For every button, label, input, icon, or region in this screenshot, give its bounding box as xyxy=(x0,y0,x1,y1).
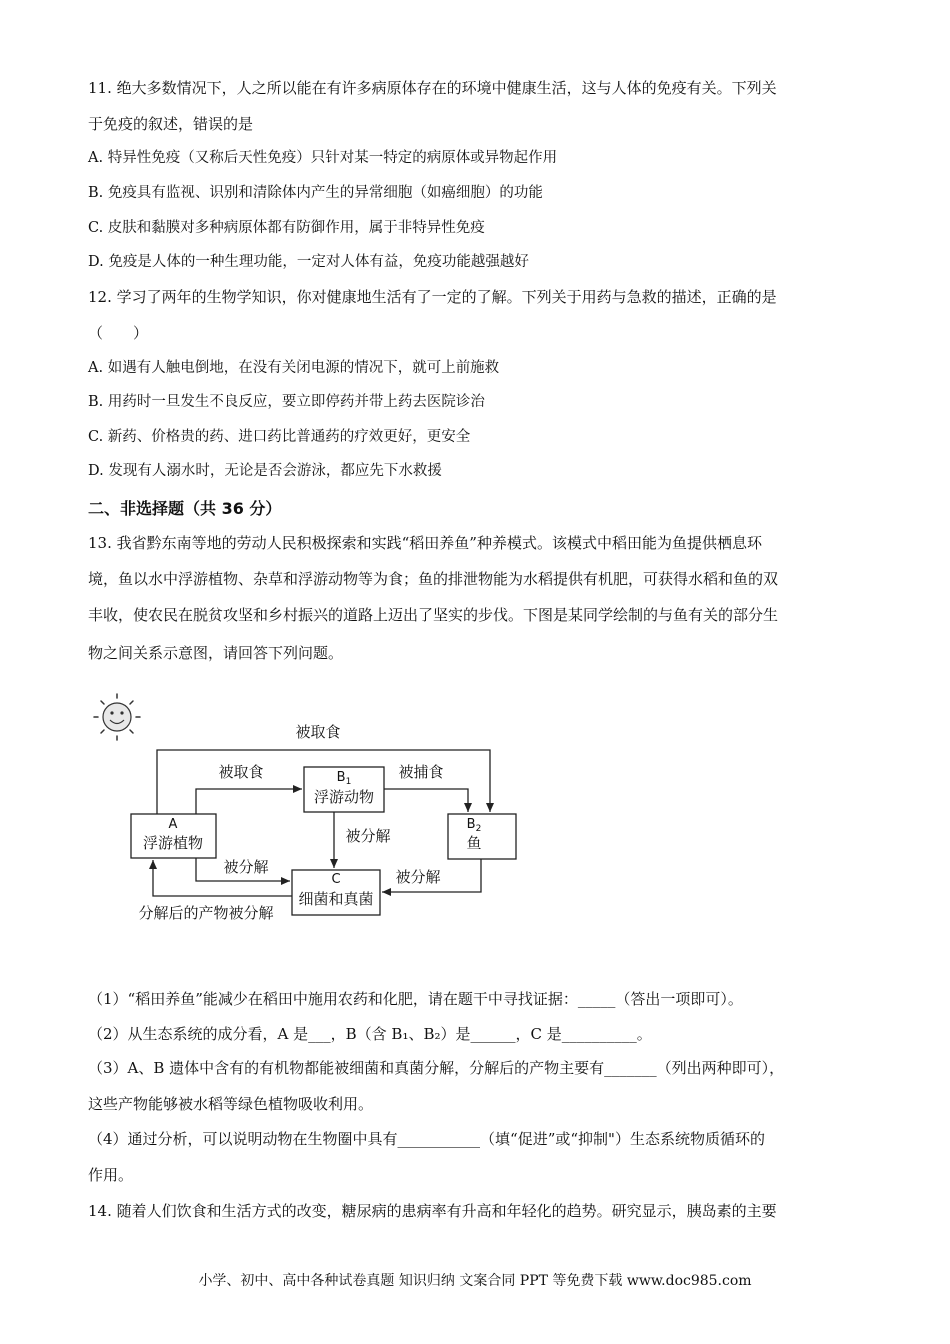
box-b1-letter: $B_1$ xyxy=(336,770,352,787)
box-c-letter: C xyxy=(331,872,341,887)
box-b2 xyxy=(448,814,516,859)
q11-stem-line-1: 11. 绝大多数情况下，人之所以能在有许多病原体存在的环境中健康生活，这与人体的免疫有关。下列关 xyxy=(88,79,777,97)
q11-option-c: C. 皮肤和黏膜对多种病原体都有防御作用，属于非特异性免疫 xyxy=(88,220,485,236)
q12-option-c: C. 新药、价格贵的药、进口药比普通药的疗效更好，更安全 xyxy=(88,429,471,445)
section-heading: 二、非选择题（共 36 分） xyxy=(88,499,282,518)
q13-intro-line-1: 13. 我省黔东南等地的劳动人民积极探索和实践“稻田养鱼”种养模式。该模式中稻田能为鱼提供栖息环 xyxy=(88,534,762,552)
label-b1-b2: 被捕食 xyxy=(398,763,444,781)
q13-intro-line-3: 丰收，使农民在脱贫攻坚和乡村振兴的道路上迈出了坚实的步伐。下图是某同学绘制的与鱼有关的部分生 xyxy=(88,606,779,624)
box-a-name: 浮游植物 xyxy=(142,834,204,852)
label-a-b1: 被取食 xyxy=(218,763,264,781)
label-a-c: 被分解 xyxy=(223,858,269,876)
footer-text: 小学、初中、高中各种试卷真题 知识归纳 文案合同 PPT 等免费下载 www.doc985.com xyxy=(198,1273,752,1289)
q12-stem-line-1: 12. 学习了两年的生物学知识，你对健康地生活有了一定的了解。下列关于用药与急救的描述，正确的是 xyxy=(88,288,777,306)
q13-sub-3: （3）A、B 遗体中含有的有机物都能被细菌和真菌分解，分解后的产物主要有_______（列出两种即可）， xyxy=(88,1059,785,1077)
label-c-a: 分解后的产物被分解 xyxy=(138,904,274,922)
q12-option-d: D. 发现有人溺水时，无论是否会游泳，都应先下水救援 xyxy=(88,463,442,479)
label-b2-c: 被分解 xyxy=(395,868,441,886)
box-b1-name: 浮游动物 xyxy=(313,788,375,806)
box-a-letter: A xyxy=(168,817,178,832)
arrow-b1-to-b2 xyxy=(384,789,468,812)
label-b1-c: 被分解 xyxy=(345,827,391,845)
q13-intro-line-4: 物之间关系示意图，请回答下列问题。 xyxy=(88,644,344,662)
q13-sub-2: （2）从生态系统的成分看，A 是___，B（含 B₁、B₂）是______，C 是__________。 xyxy=(88,1025,652,1043)
q13-intro-line-2: 境，鱼以水中浮游植物、杂草和浮游动物等为食；鱼的排泄物能为水稻提供有机肥，可获得水稻和鱼的双 xyxy=(88,570,779,588)
q13-sub-3-cont: 这些产物能够被水稻等绿色植物吸收利用。 xyxy=(88,1095,374,1113)
label-top-eaten: 被取食 xyxy=(295,723,341,741)
q13-sub-4: （4）通过分析，可以说明动物在生物圈中具有___________（填“促进”或“抑制"）生态系统物质循环的 xyxy=(88,1130,765,1148)
q14-stem-line-1: 14. 随着人们饮食和生活方式的改变，糖尿病的患病率有升高和年轻化的趋势。研究显示，胰岛素的主要 xyxy=(88,1202,777,1220)
q13-sub-1: （1）“稻田养鱼”能减少在稻田中施用农药和化肥，请在题干中寻找证据：_____（答出一项即可）。 xyxy=(88,990,743,1008)
box-b2-name: 鱼 xyxy=(466,834,482,852)
q12-option-b: B. 用药时一旦发生不良反应，要立即停药并带上药去医院诊治 xyxy=(88,394,485,410)
q11-option-a: A. 特异性免疫（又称后天性免疫）只针对某一特定的病原体或异物起作用 xyxy=(88,150,558,166)
q11-option-d: D. 免疫是人体的一种生理功能，一定对人体有益，免疫功能越强越好 xyxy=(88,254,529,270)
box-c-name: 细菌和真菌 xyxy=(298,890,374,908)
box-b2-letter: $B_2$ xyxy=(466,817,482,834)
q11-option-b: B. 免疫具有监视、识别和清除体内产生的异常细胞（如癌细胞）的功能 xyxy=(88,185,543,201)
sun-icon xyxy=(94,694,140,740)
q13-sub-4-cont: 作用。 xyxy=(88,1166,134,1184)
q12-answer-bracket: （ ） xyxy=(88,324,149,342)
arrow-a-to-b1 xyxy=(196,789,302,814)
q12-option-a: A. 如遇有人触电倒地，在没有关闭电源的情况下，就可上前施救 xyxy=(88,360,500,376)
q11-stem-line-2: 于免疫的叙述，错误的是 xyxy=(88,115,254,133)
